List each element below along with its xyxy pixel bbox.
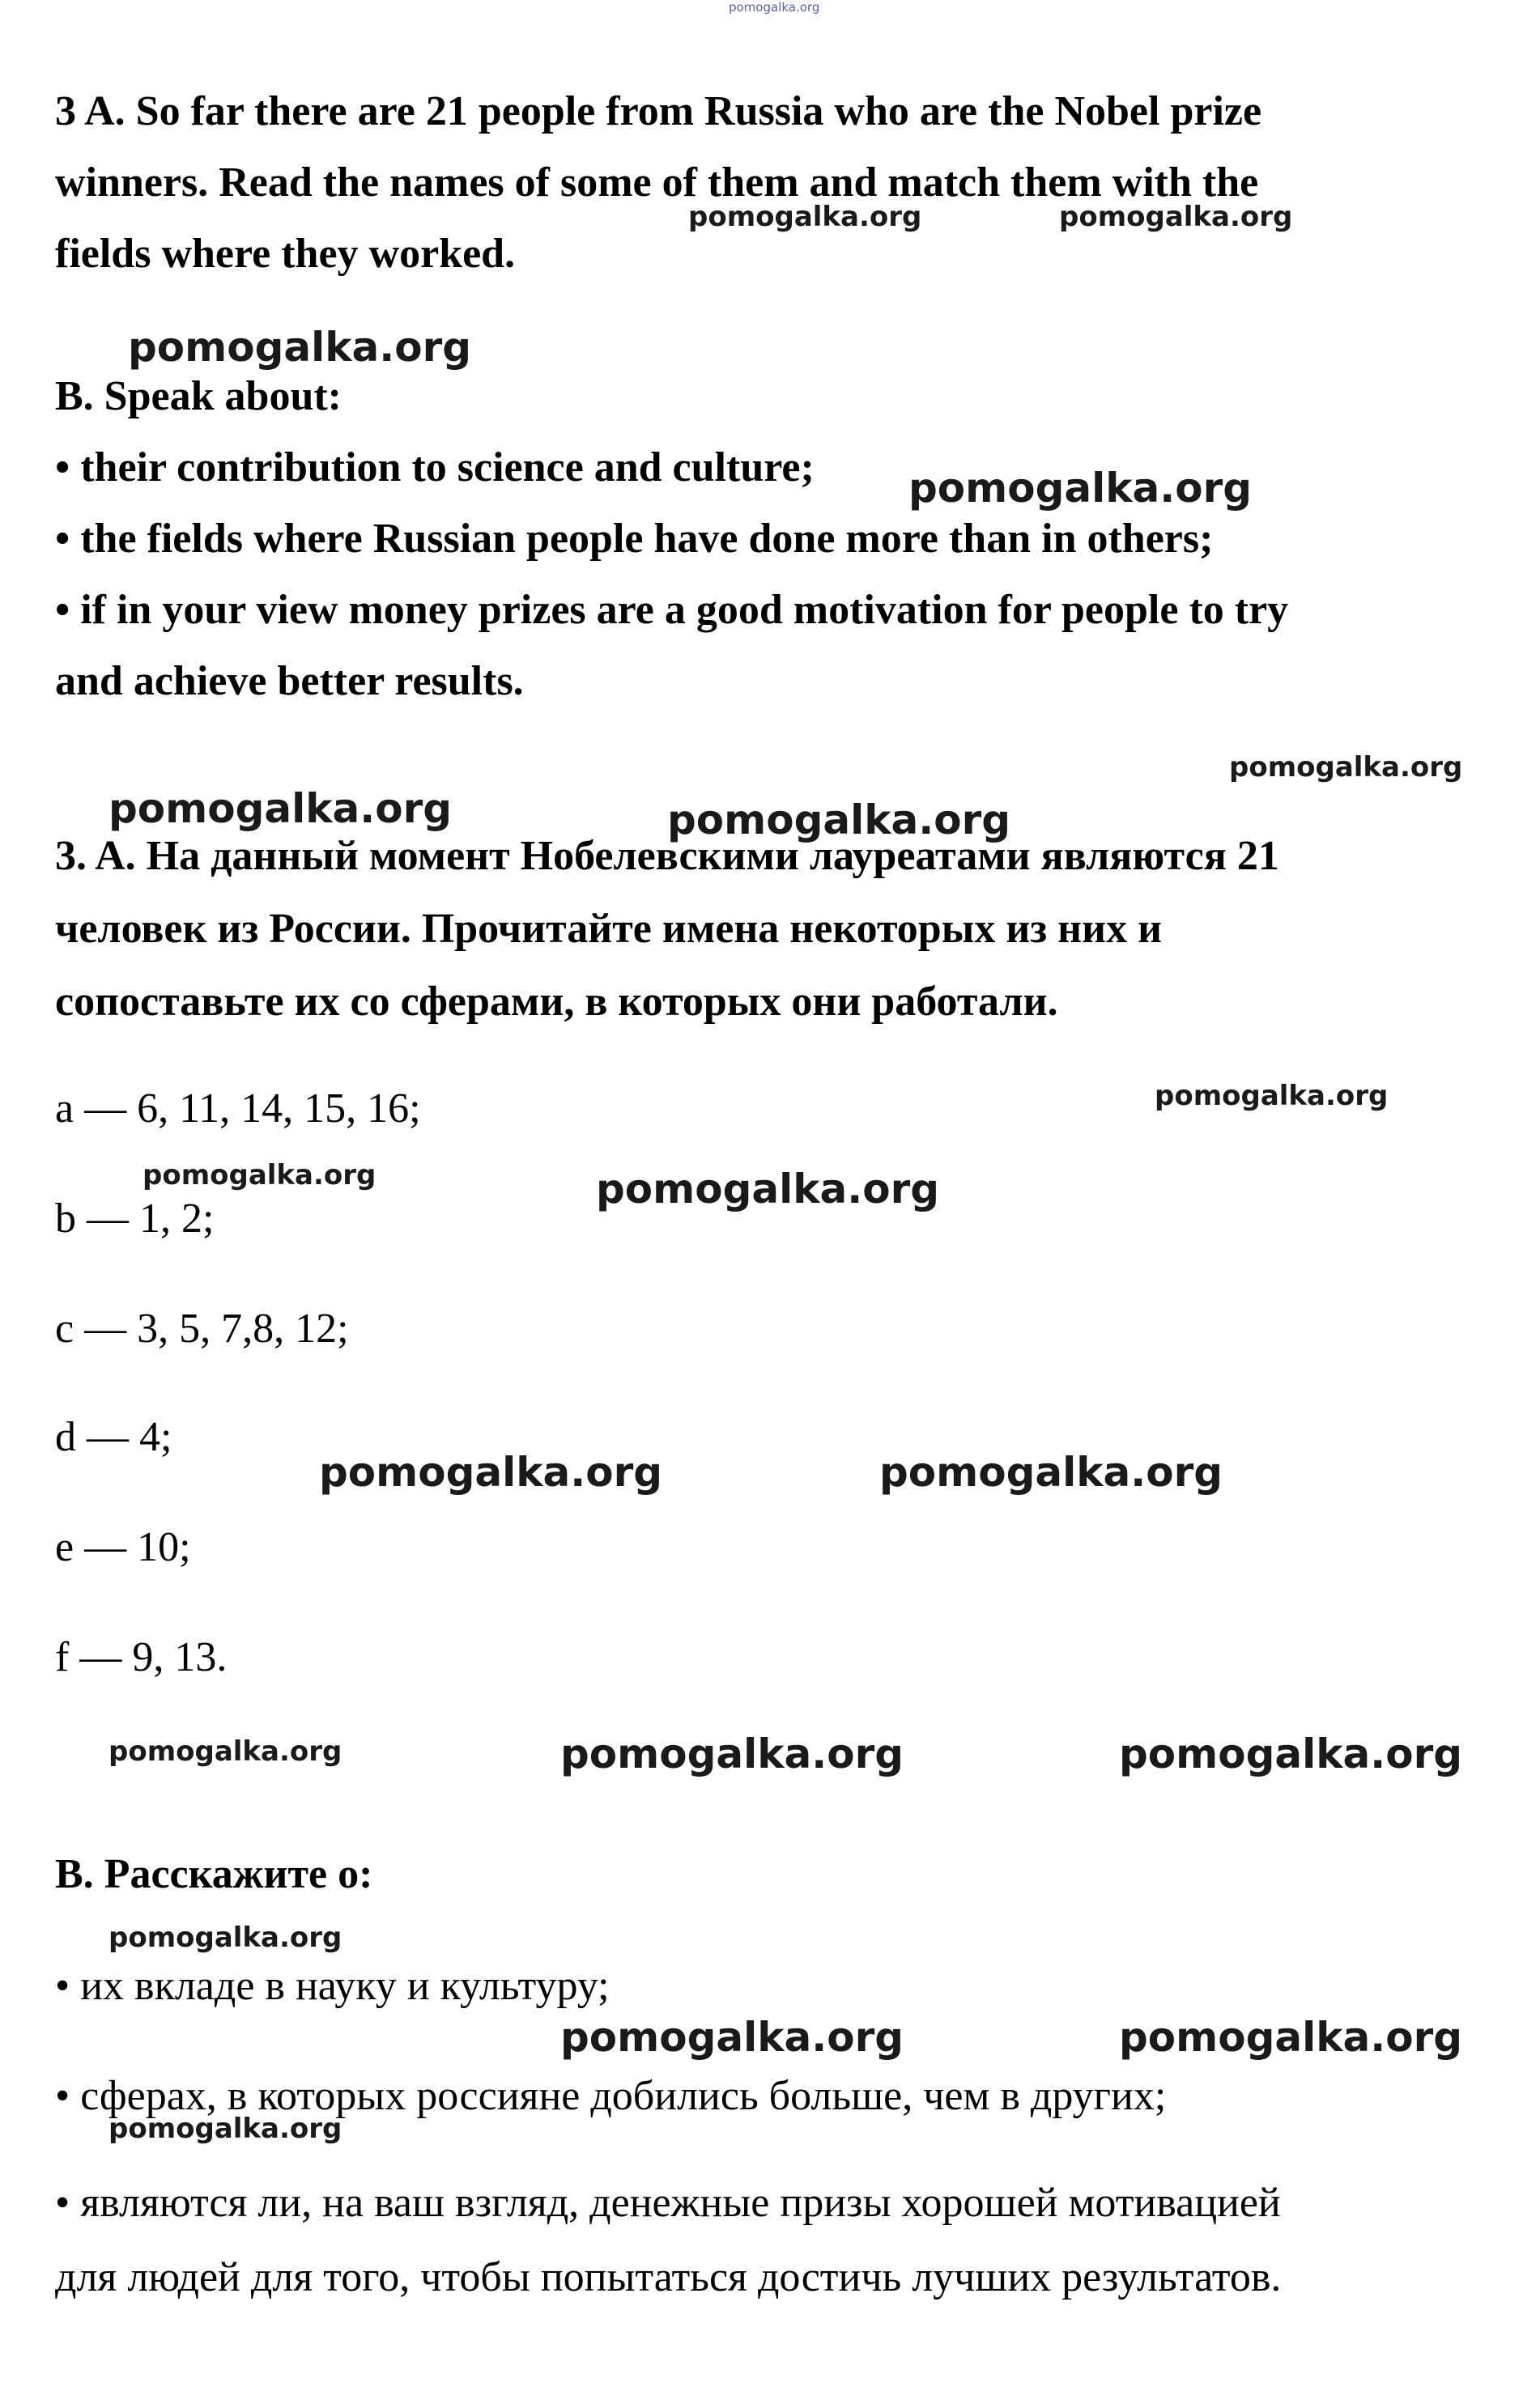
english-part-a-line-1: 3 A. So far there are 21 people from Russia who are the Nobel prize xyxy=(55,88,1262,134)
answer-a: a — 6, 11, 14, 15, 16; xyxy=(55,1085,421,1132)
watermark: pomogalka.org xyxy=(1119,2014,1463,2061)
watermark: pomogalka.org xyxy=(108,1735,342,1768)
russian-part-a-line-2: человек из России. Прочитайте имена некоторых из них и xyxy=(55,906,1163,952)
watermark: pomogalka.org xyxy=(560,2014,904,2061)
watermark: pomogalka.org xyxy=(596,1166,940,1212)
answer-c: c — 3, 5, 7,8, 12; xyxy=(55,1306,349,1352)
russian-part-b-heading: B. Расскажите о: xyxy=(55,1851,373,1897)
watermark: pomogalka.org xyxy=(879,1449,1223,1496)
english-part-b-item-3: • if in your view money prizes are a good motivation for people to try xyxy=(55,587,1289,633)
watermark: pomogalka.org xyxy=(319,1449,663,1496)
watermark: pomogalka.org xyxy=(128,324,472,371)
watermark: pomogalka.org xyxy=(108,2113,342,2145)
answer-f: f — 9, 13. xyxy=(55,1634,228,1680)
watermark: pomogalka.org xyxy=(1155,1080,1389,1112)
watermark: pomogalka.org xyxy=(688,201,922,233)
russian-part-b-item-1: • их вкладе в науку и культуру; xyxy=(55,1963,610,2009)
russian-part-b-item-3-cont: для людей для того, чтобы попытаться достичь лучших результатов. xyxy=(55,2254,1282,2300)
watermark: pomogalka.org xyxy=(908,465,1253,512)
answer-e: e — 10; xyxy=(55,1524,191,1570)
answer-b: b — 1, 2; xyxy=(55,1196,215,1242)
english-part-a-line-3: fields where they worked. xyxy=(55,231,516,277)
watermark: pomogalka.org xyxy=(1229,751,1463,784)
english-part-b-heading: B. Speak about: xyxy=(55,373,342,419)
russian-part-a-line-3: сопоставьте их со сферами, в которых они работали. xyxy=(55,979,1058,1025)
russian-part-b-item-2: • сферах, в которых россияне добились больше, чем в других; xyxy=(55,2073,1167,2119)
watermark: pomogalka.org xyxy=(1059,201,1293,233)
watermark: pomogalka.org xyxy=(108,1922,342,1954)
english-part-b-item-2: • the fields where Russian people have done more than in others; xyxy=(55,516,1214,562)
answer-d: d — 4; xyxy=(55,1414,172,1460)
russian-part-b-item-3: • являются ли, на ваш взгляд, денежные призы хорошей мотивацией xyxy=(55,2180,1281,2226)
russian-part-a-line-1: 3. A. На данный момент Нобелевскими лауреатами являются 21 xyxy=(55,833,1279,879)
top-watermark: pomogalka.org xyxy=(729,0,820,15)
english-part-b-item-3-cont: and achieve better results. xyxy=(55,658,524,704)
watermark: pomogalka.org xyxy=(560,1731,904,1777)
watermark: pomogalka.org xyxy=(143,1159,376,1191)
english-part-b-item-1: • their contribution to science and culture; xyxy=(55,444,815,491)
watermark: pomogalka.org xyxy=(667,796,1011,843)
english-part-a-line-2: winners. Read the names of some of them and match them with the xyxy=(55,159,1259,206)
watermark: pomogalka.org xyxy=(108,785,453,832)
watermark: pomogalka.org xyxy=(1119,1731,1463,1777)
